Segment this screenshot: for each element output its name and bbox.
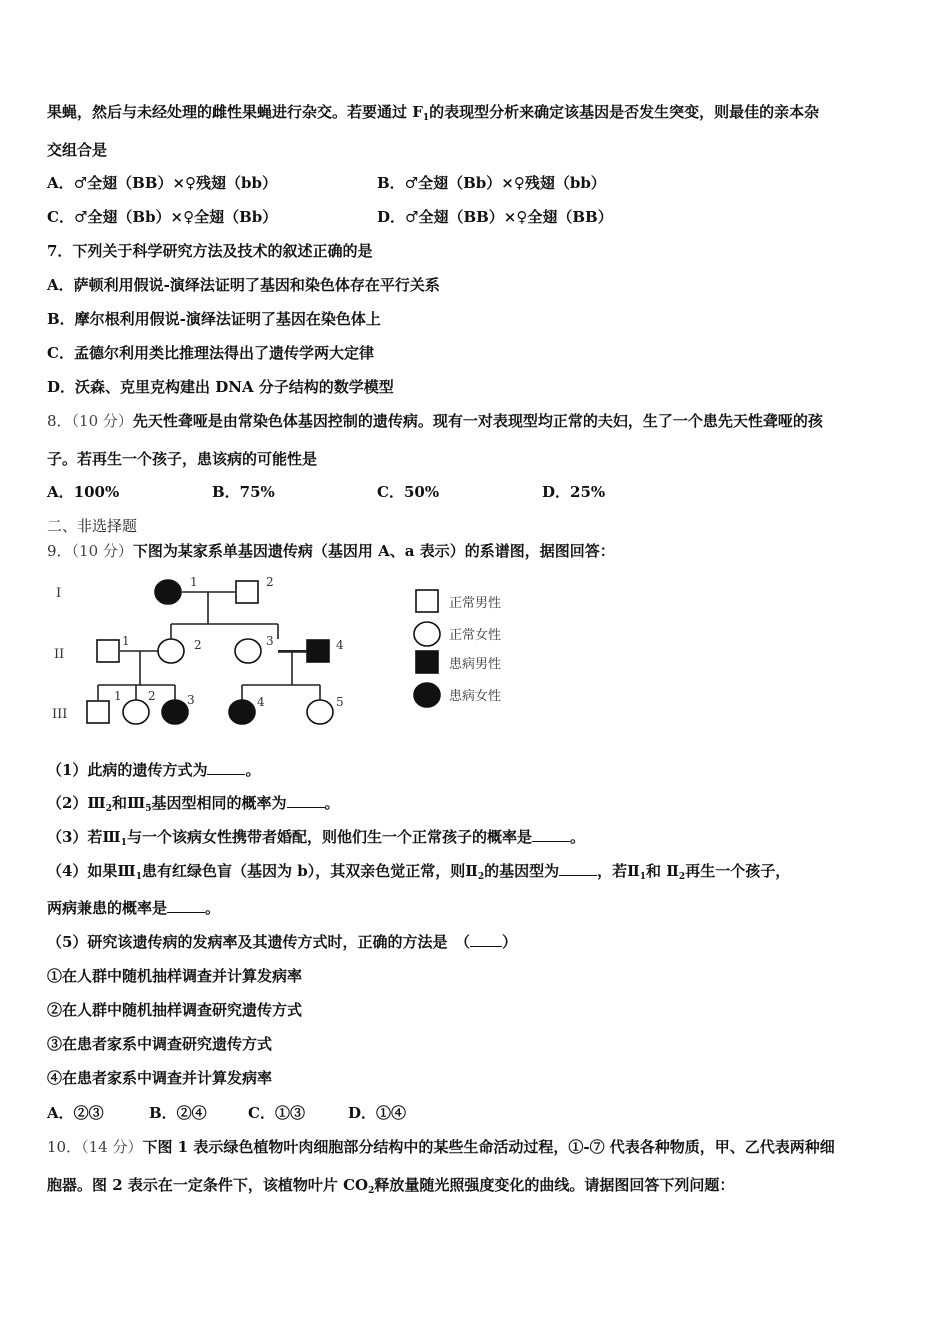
q8-option-a: A．100% <box>47 483 120 501</box>
q8-option-d: D．25% <box>542 483 606 501</box>
q9-method-3: ③在患者家系中调查研究遗传方式 <box>47 1035 273 1053</box>
individual-number: 2 <box>194 638 202 652</box>
individual-number: 5 <box>336 695 344 709</box>
legend-symbol-affected-female <box>414 683 440 707</box>
generation-label: I <box>56 586 62 601</box>
individual-number: 1 <box>122 634 130 648</box>
generation-label: II <box>54 647 65 662</box>
q8-stem-line1: 8．（10 分）先天性聋哑是由常染色体基因控制的遗传病。现有一对表现型均正常的夫妇，生了一个患先天性聋哑的孩 <box>47 412 823 430</box>
individual-II3 <box>235 639 261 663</box>
individual-number: 1 <box>114 689 122 703</box>
q9-option-c: C．①③ <box>248 1104 305 1122</box>
q7-option-c: C．孟德尔利用类比推理法得出了遗传学两大定律 <box>47 344 374 362</box>
individual-II4 <box>307 640 329 662</box>
individual-number: 2 <box>266 575 274 589</box>
answer-blank[interactable] <box>532 827 570 842</box>
q6-stem-line1: 果蝇，然后与未经处理的雌性果蝇进行杂交。若要通过 $F_1$的表现型分析来确定该基因是否发生突变，则最佳的亲本杂 <box>47 103 820 123</box>
q6-option-c: C．♂全翅（Bb）×♀全翅（Bb） <box>47 208 278 226</box>
answer-blank[interactable] <box>470 932 502 947</box>
individual-number: 1 <box>190 575 198 589</box>
individual-I1 <box>155 580 181 604</box>
individual-number: 3 <box>187 693 195 707</box>
individual-II1 <box>97 640 119 662</box>
q9-sub5: （5）研究该遗传病的发病率及其遗传方式时，正确的方法是 （ ） <box>47 933 517 951</box>
q7-option-d: D．沃森、克里克构建出 DNA 分子结构的数学模型 <box>47 378 394 396</box>
individual-I2 <box>236 581 258 603</box>
legend-symbol-affected-male <box>416 651 438 673</box>
q9-method-2: ②在人群中随机抽样调查研究遗传方式 <box>47 1001 303 1019</box>
legend-label: 正常男性 <box>449 596 502 611</box>
pedigree-chart <box>44 572 544 742</box>
q10-stem-line2: 胞器。图 2 表示在一定条件下，该植物叶片 $CO_2$释放量随光照强度变化的曲线。请据图回答下列问题： <box>47 1176 735 1196</box>
individual-II2 <box>158 639 184 663</box>
individual-III2 <box>123 700 149 724</box>
answer-blank[interactable] <box>207 760 245 775</box>
individual-number: 4 <box>336 638 344 652</box>
q9-sub4-line2: 两病兼患的概率是 。 <box>47 899 221 917</box>
q7-option-a: A．萨顿利用假说-演绎法证明了基因和染色体存在平行关系 <box>47 276 440 294</box>
q9-option-b: B．②④ <box>149 1104 207 1122</box>
generation-label: III <box>52 707 68 722</box>
answer-blank[interactable] <box>167 898 205 913</box>
q10-stem-line1: 10．（14 分）下图 1 表示绿色植物叶肉细胞部分结构中的某些生命活动过程，①-⑦ 代表各种物质，甲、乙代表两种细 <box>47 1138 835 1156</box>
q8-option-b: B．75% <box>212 483 275 501</box>
legend-symbol-normal-male <box>416 590 438 612</box>
q9-sub2: $(2)Ⅲ_2$和$Ⅲ_5$基因型相同的概率为 。 <box>47 794 340 814</box>
individual-III3 <box>162 700 188 724</box>
individual-number: 3 <box>266 634 274 648</box>
individual-III5 <box>307 700 333 724</box>
legend-label: 患病女性 <box>449 689 502 704</box>
answer-blank[interactable] <box>287 793 325 808</box>
q9-sub4-line1: （4）如果$Ⅲ_1$患有红绿色盲（基因为 b），其双亲色觉正常，则$Ⅱ_2$的基因型为 ，若$Ⅱ_1$和 $Ⅱ_2$再生一个孩子， <box>47 862 791 882</box>
section-heading: 二、非选择题 <box>47 517 138 535</box>
q9-sub1: （1）此病的遗传方式为 。 <box>47 761 261 779</box>
individual-number: 4 <box>257 695 265 709</box>
q9-stem: 9．（10 分）下图为某家系单基因遗传病（基因用 A、a 表示）的系谱图，据图回答： <box>47 542 615 560</box>
q7-stem: 7．下列关于科学研究方法及技术的叙述正确的是 <box>47 242 373 260</box>
q8-option-c: C．50% <box>377 483 440 501</box>
legend-symbol-normal-female <box>414 622 440 646</box>
q9-sub3: （3）若$Ⅲ_1$与一个该病女性携带者婚配，则他们生一个正常孩子的概率是 。 <box>47 828 586 848</box>
q9-method-4: ④在患者家系中调查并计算发病率 <box>47 1069 273 1087</box>
individual-number: 2 <box>148 689 156 703</box>
individual-III4 <box>229 700 255 724</box>
q9-method-1: ①在人群中随机抽样调查并计算发病率 <box>47 967 303 985</box>
individual-III1 <box>87 701 109 723</box>
q6-option-d: D．♂全翅（BB）×♀全翅（BB） <box>377 208 613 226</box>
q7-option-b: B．摩尔根利用假说-演绎法证明了基因在染色体上 <box>47 310 381 328</box>
q6-option-b: B．♂全翅（Bb）×♀残翅（bb） <box>377 174 606 192</box>
answer-blank[interactable] <box>559 861 597 876</box>
q8-stem-line2: 子。若再生一个孩子，患该病的可能性是 <box>47 450 318 468</box>
q6-stem-line2: 交组合是 <box>47 141 108 159</box>
legend-label: 正常女性 <box>449 628 502 643</box>
q9-option-a: A．②③ <box>47 1104 104 1122</box>
q6-option-a: A．♂全翅（BB）×♀残翅（bb） <box>47 174 277 192</box>
q9-option-d: D．①④ <box>348 1104 407 1122</box>
legend-label: 患病男性 <box>449 657 502 672</box>
